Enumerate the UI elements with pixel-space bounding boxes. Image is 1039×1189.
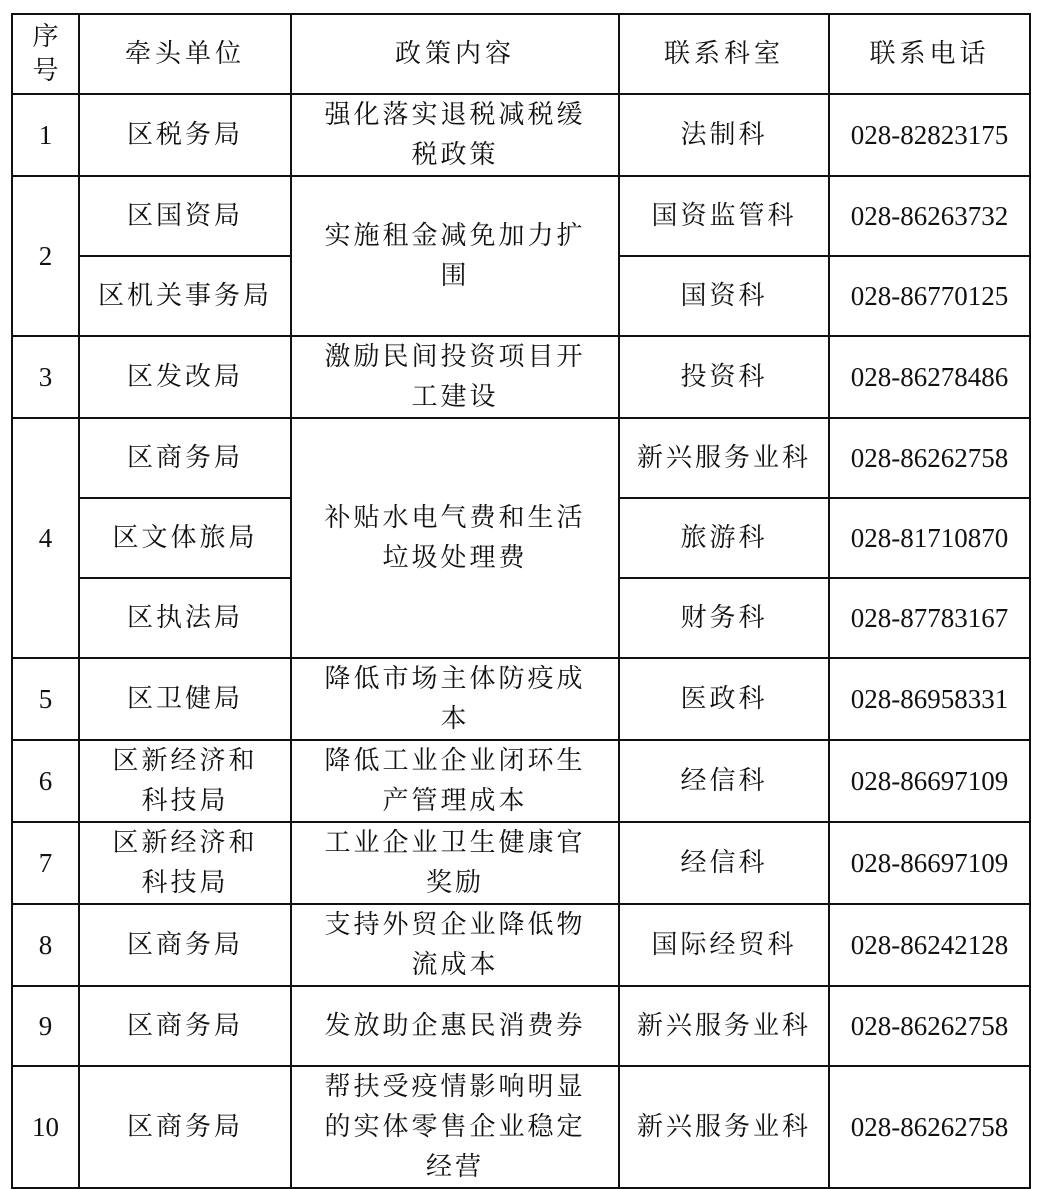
policy-content: 激励民间投资项目开工建设 [291, 336, 619, 418]
table-row [12, 1066, 1030, 1188]
contact-office: 新兴服务业科 [619, 986, 829, 1066]
lead-unit: 区商务局 [79, 418, 291, 498]
table-row [12, 904, 1030, 986]
row-seq: 8 [12, 904, 79, 986]
lead-unit: 区商务局 [79, 986, 291, 1066]
policy-content: 实施租金减免加力扩围 [291, 176, 619, 336]
policy-content: 降低工业企业闭环生产管理成本 [291, 740, 619, 822]
contact-office: 旅游科 [619, 498, 829, 578]
contact-phone: 028-87783167 [829, 578, 1030, 658]
policy-content: 帮扶受疫情影响明显的实体零售企业稳定经营 [291, 1066, 619, 1188]
lead-unit: 区新经济和科技局 [79, 740, 291, 822]
contact-office: 投资科 [619, 336, 829, 418]
contact-office: 经信科 [619, 740, 829, 822]
table-row [12, 94, 1030, 176]
lead-unit: 区商务局 [79, 1066, 291, 1188]
contact-office: 新兴服务业科 [619, 418, 829, 498]
policy-content: 工业企业卫生健康官奖励 [291, 822, 619, 904]
contact-phone: 028-86262758 [829, 1066, 1030, 1188]
table-row [12, 986, 1030, 1066]
contact-phone: 028-86263732 [829, 176, 1030, 256]
header-office: 联系科室 [619, 14, 829, 94]
contact-office: 国资科 [619, 256, 829, 336]
row-seq: 6 [12, 740, 79, 822]
lead-unit: 区国资局 [79, 176, 291, 256]
table-row [12, 418, 1030, 498]
contact-phone: 028-86262758 [829, 418, 1030, 498]
policy-content: 降低市场主体防疫成本 [291, 658, 619, 740]
contact-office: 法制科 [619, 94, 829, 176]
policy-content: 强化落实退税减税缓税政策 [291, 94, 619, 176]
policy-content: 支持外贸企业降低物流成本 [291, 904, 619, 986]
row-seq: 2 [12, 176, 79, 336]
lead-unit: 区执法局 [79, 578, 291, 658]
contact-office: 国资监管科 [619, 176, 829, 256]
contact-phone: 028-86242128 [829, 904, 1030, 986]
header-row [12, 14, 1030, 94]
row-seq: 9 [12, 986, 79, 1066]
table-row [12, 658, 1030, 740]
header-phone: 联系电话 [829, 14, 1030, 94]
header-unit: 牵头单位 [79, 14, 291, 94]
row-seq: 3 [12, 336, 79, 418]
contact-office: 新兴服务业科 [619, 1066, 829, 1188]
contact-office: 医政科 [619, 658, 829, 740]
row-seq: 7 [12, 822, 79, 904]
policy-content: 发放助企惠民消费券 [291, 986, 619, 1066]
lead-unit: 区机关事务局 [79, 256, 291, 336]
table-row [12, 822, 1030, 904]
contact-office: 经信科 [619, 822, 829, 904]
policy-content: 补贴水电气费和生活垃圾处理费 [291, 418, 619, 658]
row-seq: 4 [12, 418, 79, 658]
lead-unit: 区卫健局 [79, 658, 291, 740]
table-row [12, 336, 1030, 418]
contact-phone: 028-86262758 [829, 986, 1030, 1066]
policy-contact-table [11, 13, 1031, 1189]
table-row [12, 176, 1030, 256]
lead-unit: 区文体旅局 [79, 498, 291, 578]
contact-phone: 028-86770125 [829, 256, 1030, 336]
contact-phone: 028-86697109 [829, 740, 1030, 822]
header-seq: 序号 [12, 14, 79, 94]
contact-phone: 028-86697109 [829, 822, 1030, 904]
contact-office: 国际经贸科 [619, 904, 829, 986]
row-seq: 10 [12, 1066, 79, 1188]
header-policy: 政策内容 [291, 14, 619, 94]
contact-phone: 028-86278486 [829, 336, 1030, 418]
lead-unit: 区新经济和科技局 [79, 822, 291, 904]
lead-unit: 区税务局 [79, 94, 291, 176]
table-row [12, 740, 1030, 822]
contact-phone: 028-82823175 [829, 94, 1030, 176]
row-seq: 1 [12, 94, 79, 176]
lead-unit: 区商务局 [79, 904, 291, 986]
contact-office: 财务科 [619, 578, 829, 658]
lead-unit: 区发改局 [79, 336, 291, 418]
contact-phone: 028-86958331 [829, 658, 1030, 740]
row-seq: 5 [12, 658, 79, 740]
contact-phone: 028-81710870 [829, 498, 1030, 578]
